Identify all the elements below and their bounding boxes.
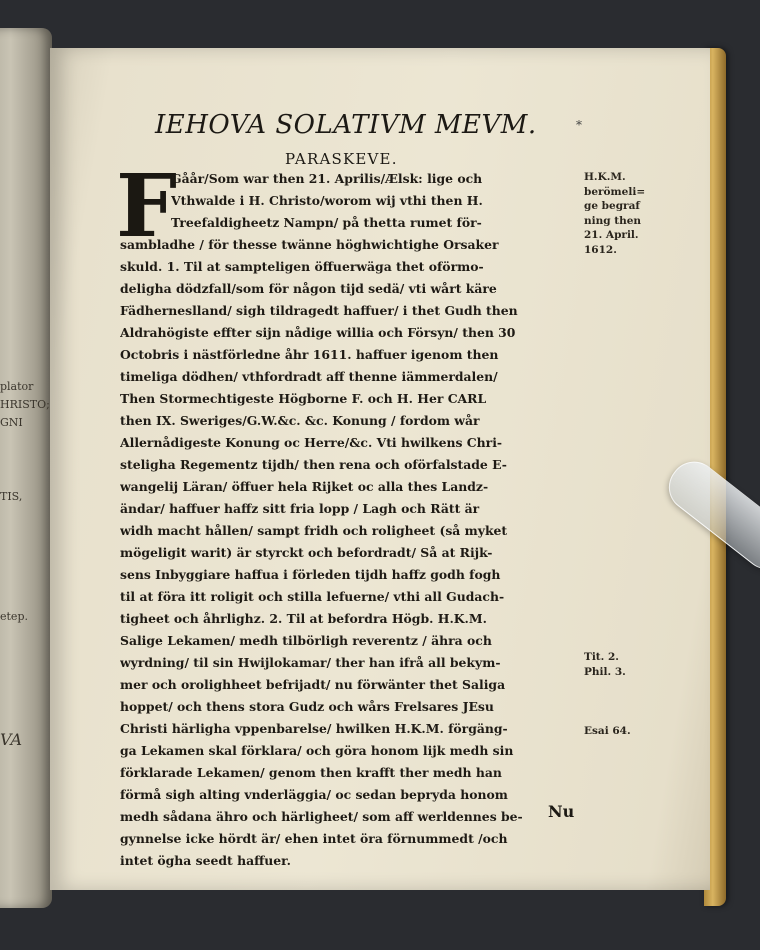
- facing-page-fragment: etep.: [0, 610, 28, 623]
- text-line: mögeligit warit) är styrckt och befordradt/ Så at Rijk-: [120, 545, 493, 560]
- margin-note-line: Tit. 2.: [584, 651, 619, 663]
- text-line: ga Lekamen skal förklara/ och göra honom lijk medh sin: [120, 743, 514, 758]
- text-line: wyrdning/ til sin Hwijlokamar/ ther han ifrå all bekym-: [120, 655, 501, 670]
- margin-note-line: Esai 64.: [584, 725, 631, 737]
- facing-page-fragment: VA: [0, 730, 23, 749]
- text-line: timeliga dödhen/ vthfordradt aff thenne iämmerdalen/: [120, 369, 498, 384]
- text-line: Gåår/Som war then 21. Aprilis/Ælsk: lige och: [171, 171, 483, 186]
- text-line: sens Inbyggiare haffua i förleden tijdh haffz godh fogh: [120, 567, 501, 582]
- text-line: widh macht hållen/ sampt fridh och roligheet (så myket: [120, 523, 508, 538]
- text-line: Christi härligha vppenbarelse/ hwilken H.K.M. förgäng-: [120, 721, 508, 736]
- margin-note: [584, 724, 631, 739]
- page-mark: *: [576, 118, 582, 132]
- text-line: Vthwalde i H. Christo/worom wij vthi then H.: [171, 193, 483, 208]
- text-line: förmå sigh alting vnderläggia/ oc sedan bepryda honom: [120, 787, 508, 802]
- facing-page-fragment: GNI: [0, 416, 23, 429]
- page-title: IEHOVA SOLATIVM MEVM.: [155, 110, 537, 140]
- text-line: Fädherneslland/ sigh tildragedt haffuer/ i thet Gudh then: [120, 303, 518, 318]
- text-line: förklarade Lekamen/ genom then krafft ther medh han: [120, 765, 502, 780]
- facing-page-fragment: plator: [0, 380, 34, 393]
- margin-note-line: 1612.: [584, 243, 617, 256]
- margin-note-line: ge begraf: [584, 200, 640, 212]
- margin-note-line: Phil. 3.: [584, 665, 626, 678]
- text-line: Salige Lekamen/ medh tilbörligh reverentz / ähra och: [120, 633, 492, 648]
- text-line: steligha Regementz tijdh/ then rena och oförfalstade E-: [120, 457, 507, 472]
- margin-note-line: 21. April.: [584, 229, 639, 241]
- text-line: til at föra itt roligit och stilla lefuerne/ vthi all Gudach-: [120, 589, 505, 604]
- drop-cap: F: [116, 156, 178, 257]
- catchword: Nu: [548, 802, 575, 821]
- text-line: Treefaldigheetz Nampn/ på thetta rumet för-: [171, 215, 482, 230]
- text-line: wangelij Läran/ öffuer hela Rijket oc alla thes Landz-: [120, 479, 489, 494]
- text-line: intet ögha seedt haffuer.: [120, 853, 291, 868]
- text-line: hoppet/ och thens stora Gudz och wårs Frelsares JEsu: [120, 699, 494, 714]
- text-line: Then Stormechtigeste Högborne F. och H. Her CARL: [120, 391, 487, 406]
- text-line: then IX. Sweriges/G.W.&c. &c. Konung / fordom wår: [120, 413, 480, 428]
- section-heading: PARASKEVE.: [285, 150, 398, 168]
- margin-note: [584, 170, 645, 257]
- text-line: gynnelse icke hördt är/ ehen intet öra förnummedt /och: [120, 831, 508, 846]
- margin-note: [584, 650, 626, 679]
- text-line: mer och orolighheet befrijadt/ nu förwänter thet Saliga: [120, 677, 506, 692]
- margin-note-line: berömeli=: [584, 185, 646, 198]
- text-line: Allernådigeste Konung oc Herre/&c. Vti hwilkens Chri-: [120, 435, 503, 450]
- margin-note-line: ning then: [584, 214, 642, 227]
- text-line: Aldrahögiste effter sijn nådige willia och Försyn/ then 30: [120, 325, 516, 340]
- text-line: deligha dödzfall/som för någon tijd sedä/ vti wårt käre: [120, 281, 497, 296]
- text-line: sambladhe / för thesse twänne höghwichtighe Orsaker: [120, 237, 499, 252]
- text-line: Octobris i nästförledne åhr 1611. haffuer igenom then: [120, 347, 499, 362]
- text-line: skuld. 1. Til at sampteligen öffuerwäga thet oförmo-: [120, 259, 484, 274]
- margin-note-line: H.K.M.: [584, 171, 626, 183]
- facing-page-fragment: HRISTO;: [0, 398, 50, 411]
- facing-page-edge: [0, 28, 52, 908]
- text-line: tigheet och åhrlighz. 2. Til at befordra Högb. H.K.M.: [120, 611, 487, 626]
- text-line: ändar/ haffuer haffz sitt fria lopp / Lagh och Rätt är: [120, 501, 480, 516]
- facing-page-fragment: TIS,: [0, 490, 23, 503]
- text-line: medh sådana ähro och härligheet/ som aff werldennes be-: [120, 809, 523, 824]
